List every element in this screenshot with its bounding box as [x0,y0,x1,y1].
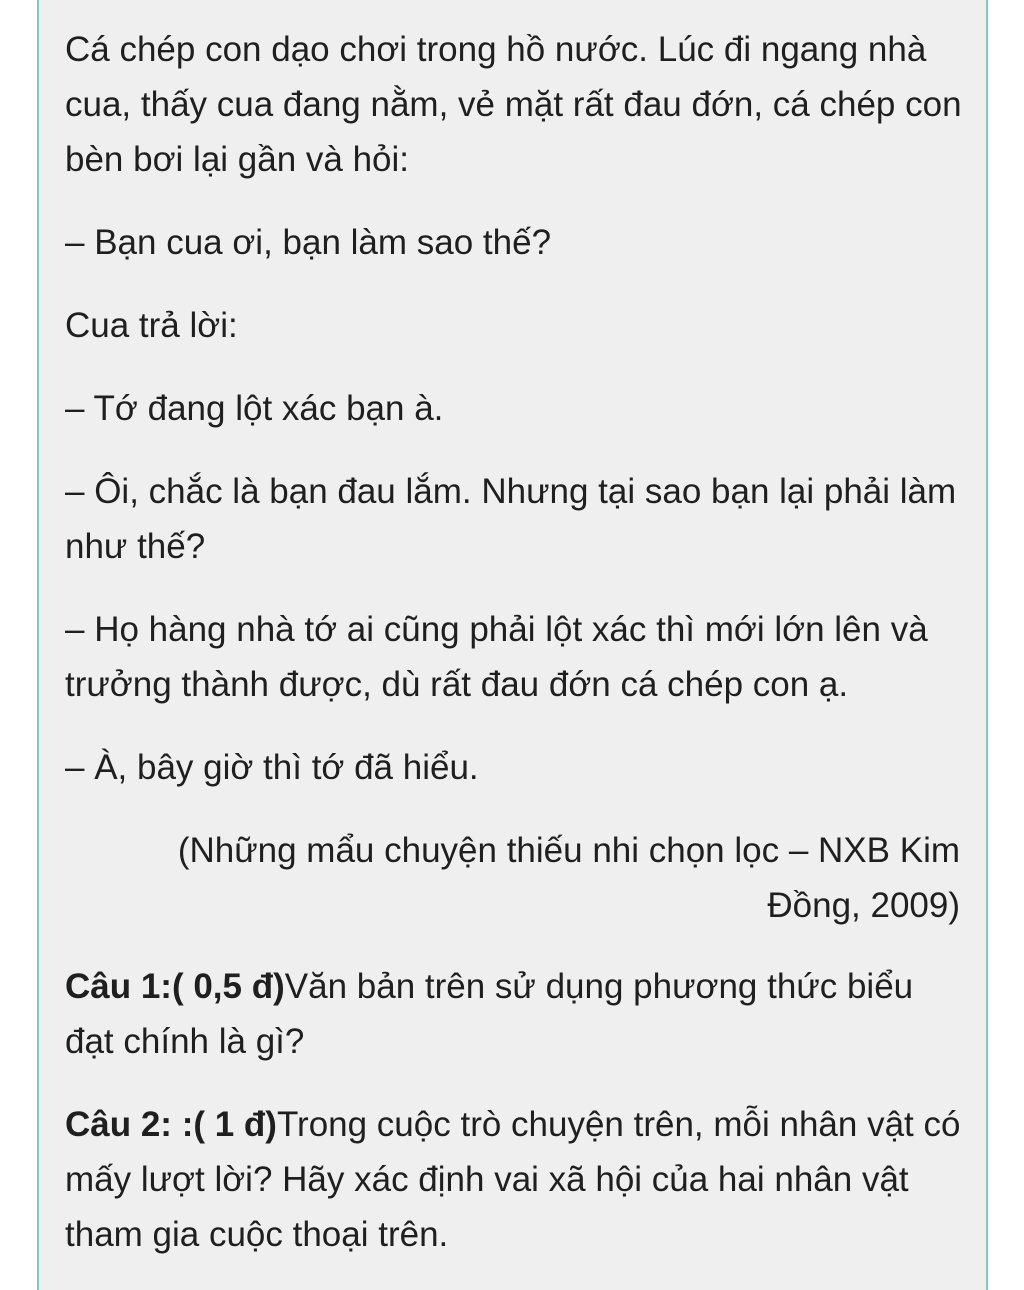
question-2-label: Câu 2: :( 1 đ) [65,1105,277,1144]
question-2-text: Trong cuộc trò chuyện trên, mỗi nhân vật có mấy lượt lời? Hãy xác định vai xã hội của hai nhân vật tham gia cuộc thoại trên. [65,1105,961,1254]
story-paragraph: Cá chép con dạo chơi trong hồ nước. Lúc đi ngang nhà cua, thấy cua đang nằm, vẻ mặt rất đau đớn, cá chép con bèn bơi lại gần và hỏi: [65,30,962,179]
dialogue-line: – Bạn cua ơi, bạn làm sao thế? [65,223,552,262]
question-2 [65,1097,970,1262]
source-citation: (Những mẩu chuyện thiếu nhi chọn lọc – NXB Kim Đồng, 2009) [177,831,960,925]
dialogue-line: – Ôi, chắc là bạn đau lắm. Nhưng tại sao bạn lại phải làm như thế? [65,472,957,566]
dialogue-line: – Họ hàng nhà tớ ai cũng phải lột xác thì mới lớn lên và trưởng thành được, dù rất đau đớn cá chép con ạ. [65,610,928,704]
question-1 [65,959,970,1069]
dialogue-line: – À, bây giờ thì tớ đã hiểu. [65,748,479,787]
question-1-label: Câu 1:( 0,5 đ) [65,967,285,1006]
document-content [65,22,970,1290]
question-1-text: Văn bản trên sử dụng phương thức biểu đạt chính là gì? [65,967,914,1061]
dialogue-line: – Tớ đang lột xác bạn à. [65,389,444,428]
narration-line: Cua trả lời: [65,306,238,345]
